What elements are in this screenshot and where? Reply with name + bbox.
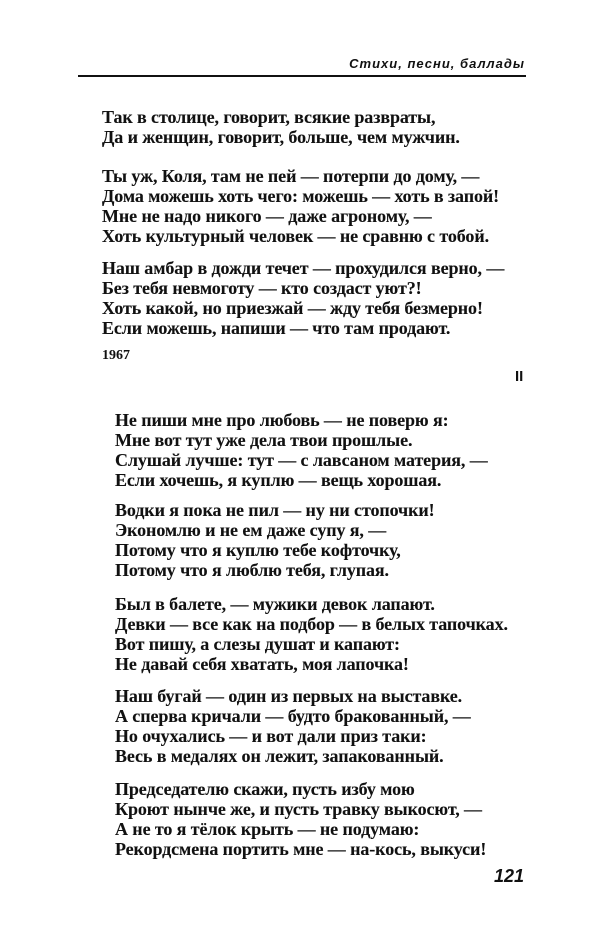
page-number: 121	[493, 866, 524, 886]
verse-line: Хоть какой, но приезжай — жду тебя безмерно!	[102, 298, 483, 318]
verse-line: Был в балете, — мужики девок лапают.	[115, 594, 435, 614]
running-header: Стихи, песни, баллады	[349, 56, 525, 71]
verse-line: Наш амбар в дожди течет — прохудился верно, —	[102, 258, 505, 278]
verse-line: А не то я тёлок крыть — не подумаю:	[115, 819, 420, 839]
verse-line: Потому что я люблю тебя, глупая.	[115, 560, 389, 580]
verse-line: Вот пишу, а слезы душат и капают:	[115, 634, 400, 654]
verse-line: Рекордсмена портить мне — на-кось, выкуси!	[115, 839, 487, 859]
verse-line: Весь в медалях он лежит, запакованный.	[115, 746, 444, 766]
header-rule	[78, 75, 526, 77]
verse-line: Кроют нынче же, и пусть травку выкосют, —	[115, 799, 482, 819]
verse-line: Но очухались — и вот дали приз таки:	[115, 726, 427, 746]
stanza	[115, 686, 471, 766]
verse-line: Наш бугай — один из первых на выставке.	[115, 686, 463, 706]
stanza	[115, 594, 508, 674]
stanza	[115, 410, 488, 490]
stanza	[102, 258, 504, 338]
verse-line: Без тебя невмоготу — кто создаст уют?!	[102, 278, 422, 298]
verse-line: Если хочешь, я куплю — вещь хорошая.	[115, 470, 442, 490]
verse-line: Не давай себя хватать, моя лапочка!	[115, 654, 409, 674]
verse-line: А сперва кричали — будто бракованный, —	[115, 706, 471, 726]
stanza	[102, 166, 499, 246]
verse-line: Да и женщин, говорит, больше, чем мужчин.	[102, 127, 460, 147]
verse-line: Если можешь, напиши — что там продают.	[102, 318, 451, 338]
verse-line: Хоть культурный человек — не сравню с тобой.	[102, 226, 489, 246]
verse-line: Слушай лучше: тут — с лавсаном материя, —	[115, 450, 488, 470]
verse-line: Девки — все как на подбор — в белых тапочках.	[115, 614, 508, 634]
verse-line: Так в столице, говорит, всякие развраты,	[102, 107, 436, 127]
verse-line: Председателю скажи, пусть избу мою	[115, 779, 415, 799]
poem-year: 1967	[102, 348, 130, 363]
verse-line: Ты уж, Коля, там не пей — потерпи до дому, —	[102, 166, 480, 186]
stanza	[115, 500, 435, 580]
stanza	[115, 779, 486, 859]
section-numeral: II	[515, 368, 524, 385]
verse-line: Мне вот тут уже дела твои прошлые.	[115, 430, 413, 450]
verse-line: Потому что я куплю тебе кофточку,	[115, 540, 401, 560]
verse-line: Мне не надо никого — даже агроному, —	[102, 206, 432, 226]
verse-line: Водки я пока не пил — ну ни стопочки!	[115, 500, 435, 520]
verse-line: Не пиши мне про любовь — не поверю я:	[115, 410, 449, 430]
verse-line: Экономлю и не ем даже супу я, —	[115, 520, 387, 540]
stanza	[102, 107, 460, 147]
verse-line: Дома можешь хоть чего: можешь — хоть в запой!	[102, 186, 500, 206]
